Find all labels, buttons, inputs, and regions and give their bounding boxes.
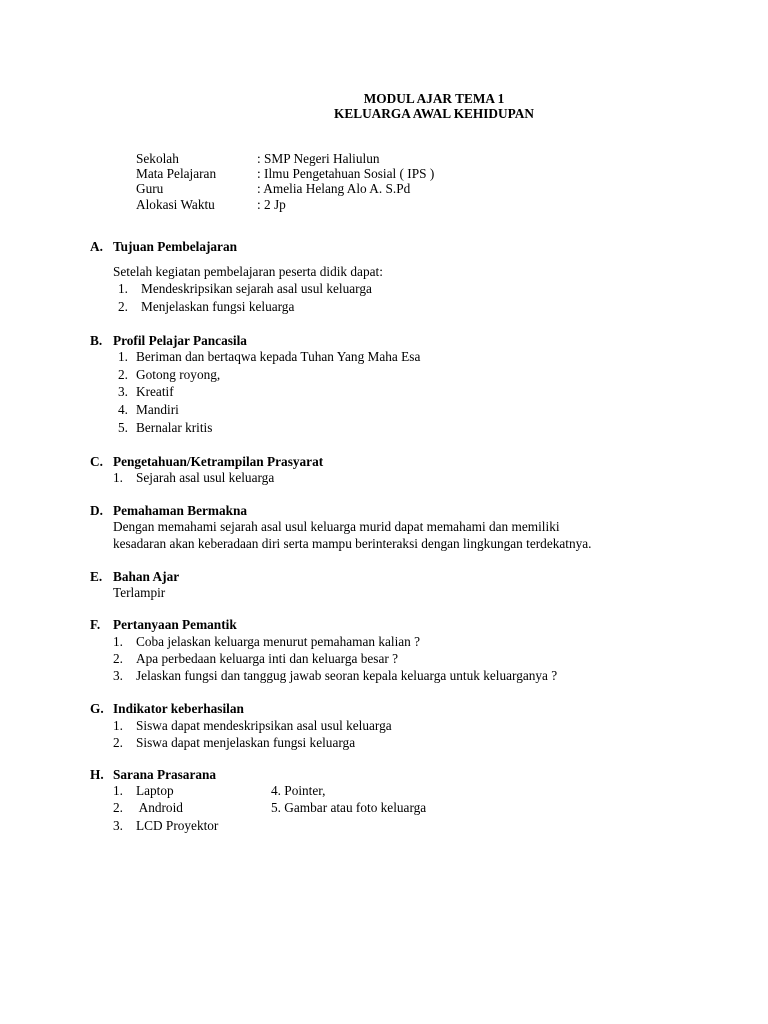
list-item: Mandiri [136, 402, 179, 417]
list-item-number: 1. [113, 718, 123, 733]
list-item-number: 2. [118, 367, 128, 382]
identity-label: Sekolah [136, 151, 179, 166]
list-item: Siswa dapat menjelaskan fungsi keluarga [136, 735, 356, 750]
identity-label: Alokasi Waktu [136, 197, 215, 212]
list-item: Jelaskan fungsi dan tanggug jawab seoran kepala keluarga untuk keluarganya ? [136, 668, 558, 683]
section-e-text: Terlampir [113, 585, 166, 600]
list-item: Beriman dan bertaqwa kepada Tuhan Yang Maha Esa [136, 349, 421, 364]
list-item-number: 4. [118, 402, 128, 417]
list-item: Laptop [136, 783, 174, 798]
document-title-line1: MODUL AJAR TEMA 1 [363, 91, 505, 106]
list-item: LCD Proyektor [136, 818, 219, 833]
identity-value: : Ilmu Pengetahuan Sosial ( IPS ) [257, 166, 435, 181]
section-f-title: Pertanyaan Pemantik [113, 617, 237, 632]
list-item-number: 3. [118, 384, 128, 399]
section-f-letter: F. [90, 617, 101, 632]
section-h-title: Sarana Prasarana [113, 767, 217, 782]
list-item-number: 1. [113, 783, 123, 798]
section-c-letter: C. [90, 454, 103, 469]
list-item: 5. Gambar atau foto keluarga [271, 800, 427, 815]
list-item: 4. Pointer, [271, 783, 326, 798]
list-item: Android [136, 800, 183, 815]
section-h-letter: H. [90, 767, 104, 782]
list-item: Siswa dapat mendeskripsikan asal usul keluarga [136, 718, 392, 733]
list-item-number: 1. [113, 470, 123, 485]
list-item-number: 1. [118, 281, 128, 296]
document-title-line2: KELUARGA AWAL KEHIDUPAN [334, 106, 534, 121]
identity-label: Mata Pelajaran [136, 166, 217, 181]
section-g-letter: G. [90, 701, 104, 716]
list-item-number: 3. [113, 818, 123, 833]
list-item-number: 2. [113, 651, 123, 666]
identity-value: : 2 Jp [257, 197, 286, 212]
list-item: Apa perbedaan keluarga inti dan keluarga besar ? [136, 651, 399, 666]
list-item-number: 1. [118, 349, 128, 364]
list-item-number: 2. [113, 800, 123, 815]
section-d-paragraph-line2: kesadaran akan keberadaan diri serta mampu berinteraksi dengan lingkungan terdekatnya. [113, 536, 592, 551]
section-a-intro: Setelah kegiatan pembelajaran peserta didik dapat: [113, 264, 383, 279]
list-item: Kreatif [136, 384, 174, 399]
list-item: Mendeskripsikan sejarah asal usul keluarga [141, 281, 372, 296]
identity-value: : SMP Negeri Haliulun [257, 151, 380, 166]
section-e-title: Bahan Ajar [113, 569, 180, 584]
list-item-number: 3. [113, 668, 123, 683]
list-item-number: 5. [118, 420, 128, 435]
section-b-letter: B. [90, 333, 103, 348]
section-d-paragraph-line1: Dengan memahami sejarah asal usul keluarga murid dapat memahami dan memiliki [113, 519, 560, 534]
list-item-number: 2. [118, 299, 128, 314]
section-d-letter: D. [90, 503, 103, 518]
section-c-title: Pengetahuan/Ketrampilan Prasyarat [113, 454, 324, 469]
section-b-title: Profil Pelajar Pancasila [113, 333, 247, 348]
list-item: Sejarah asal usul keluarga [136, 470, 275, 485]
list-item: Coba jelaskan keluarga menurut pemahaman kalian ? [136, 634, 421, 649]
list-item: Menjelaskan fungsi keluarga [141, 299, 295, 314]
list-item: Gotong royong, [136, 367, 221, 382]
list-item: Bernalar kritis [136, 420, 213, 435]
section-d-title: Pemahaman Bermakna [113, 503, 248, 518]
identity-value: : Amelia Helang Alo A. S.Pd [257, 181, 411, 196]
section-a-title: Tujuan Pembelajaran [113, 239, 237, 254]
list-item-number: 1. [113, 634, 123, 649]
list-item-number: 2. [113, 735, 123, 750]
section-g-title: Indikator keberhasilan [113, 701, 244, 716]
section-a-letter: A. [90, 239, 103, 254]
section-e-letter: E. [90, 569, 103, 584]
identity-label: Guru [136, 181, 164, 196]
